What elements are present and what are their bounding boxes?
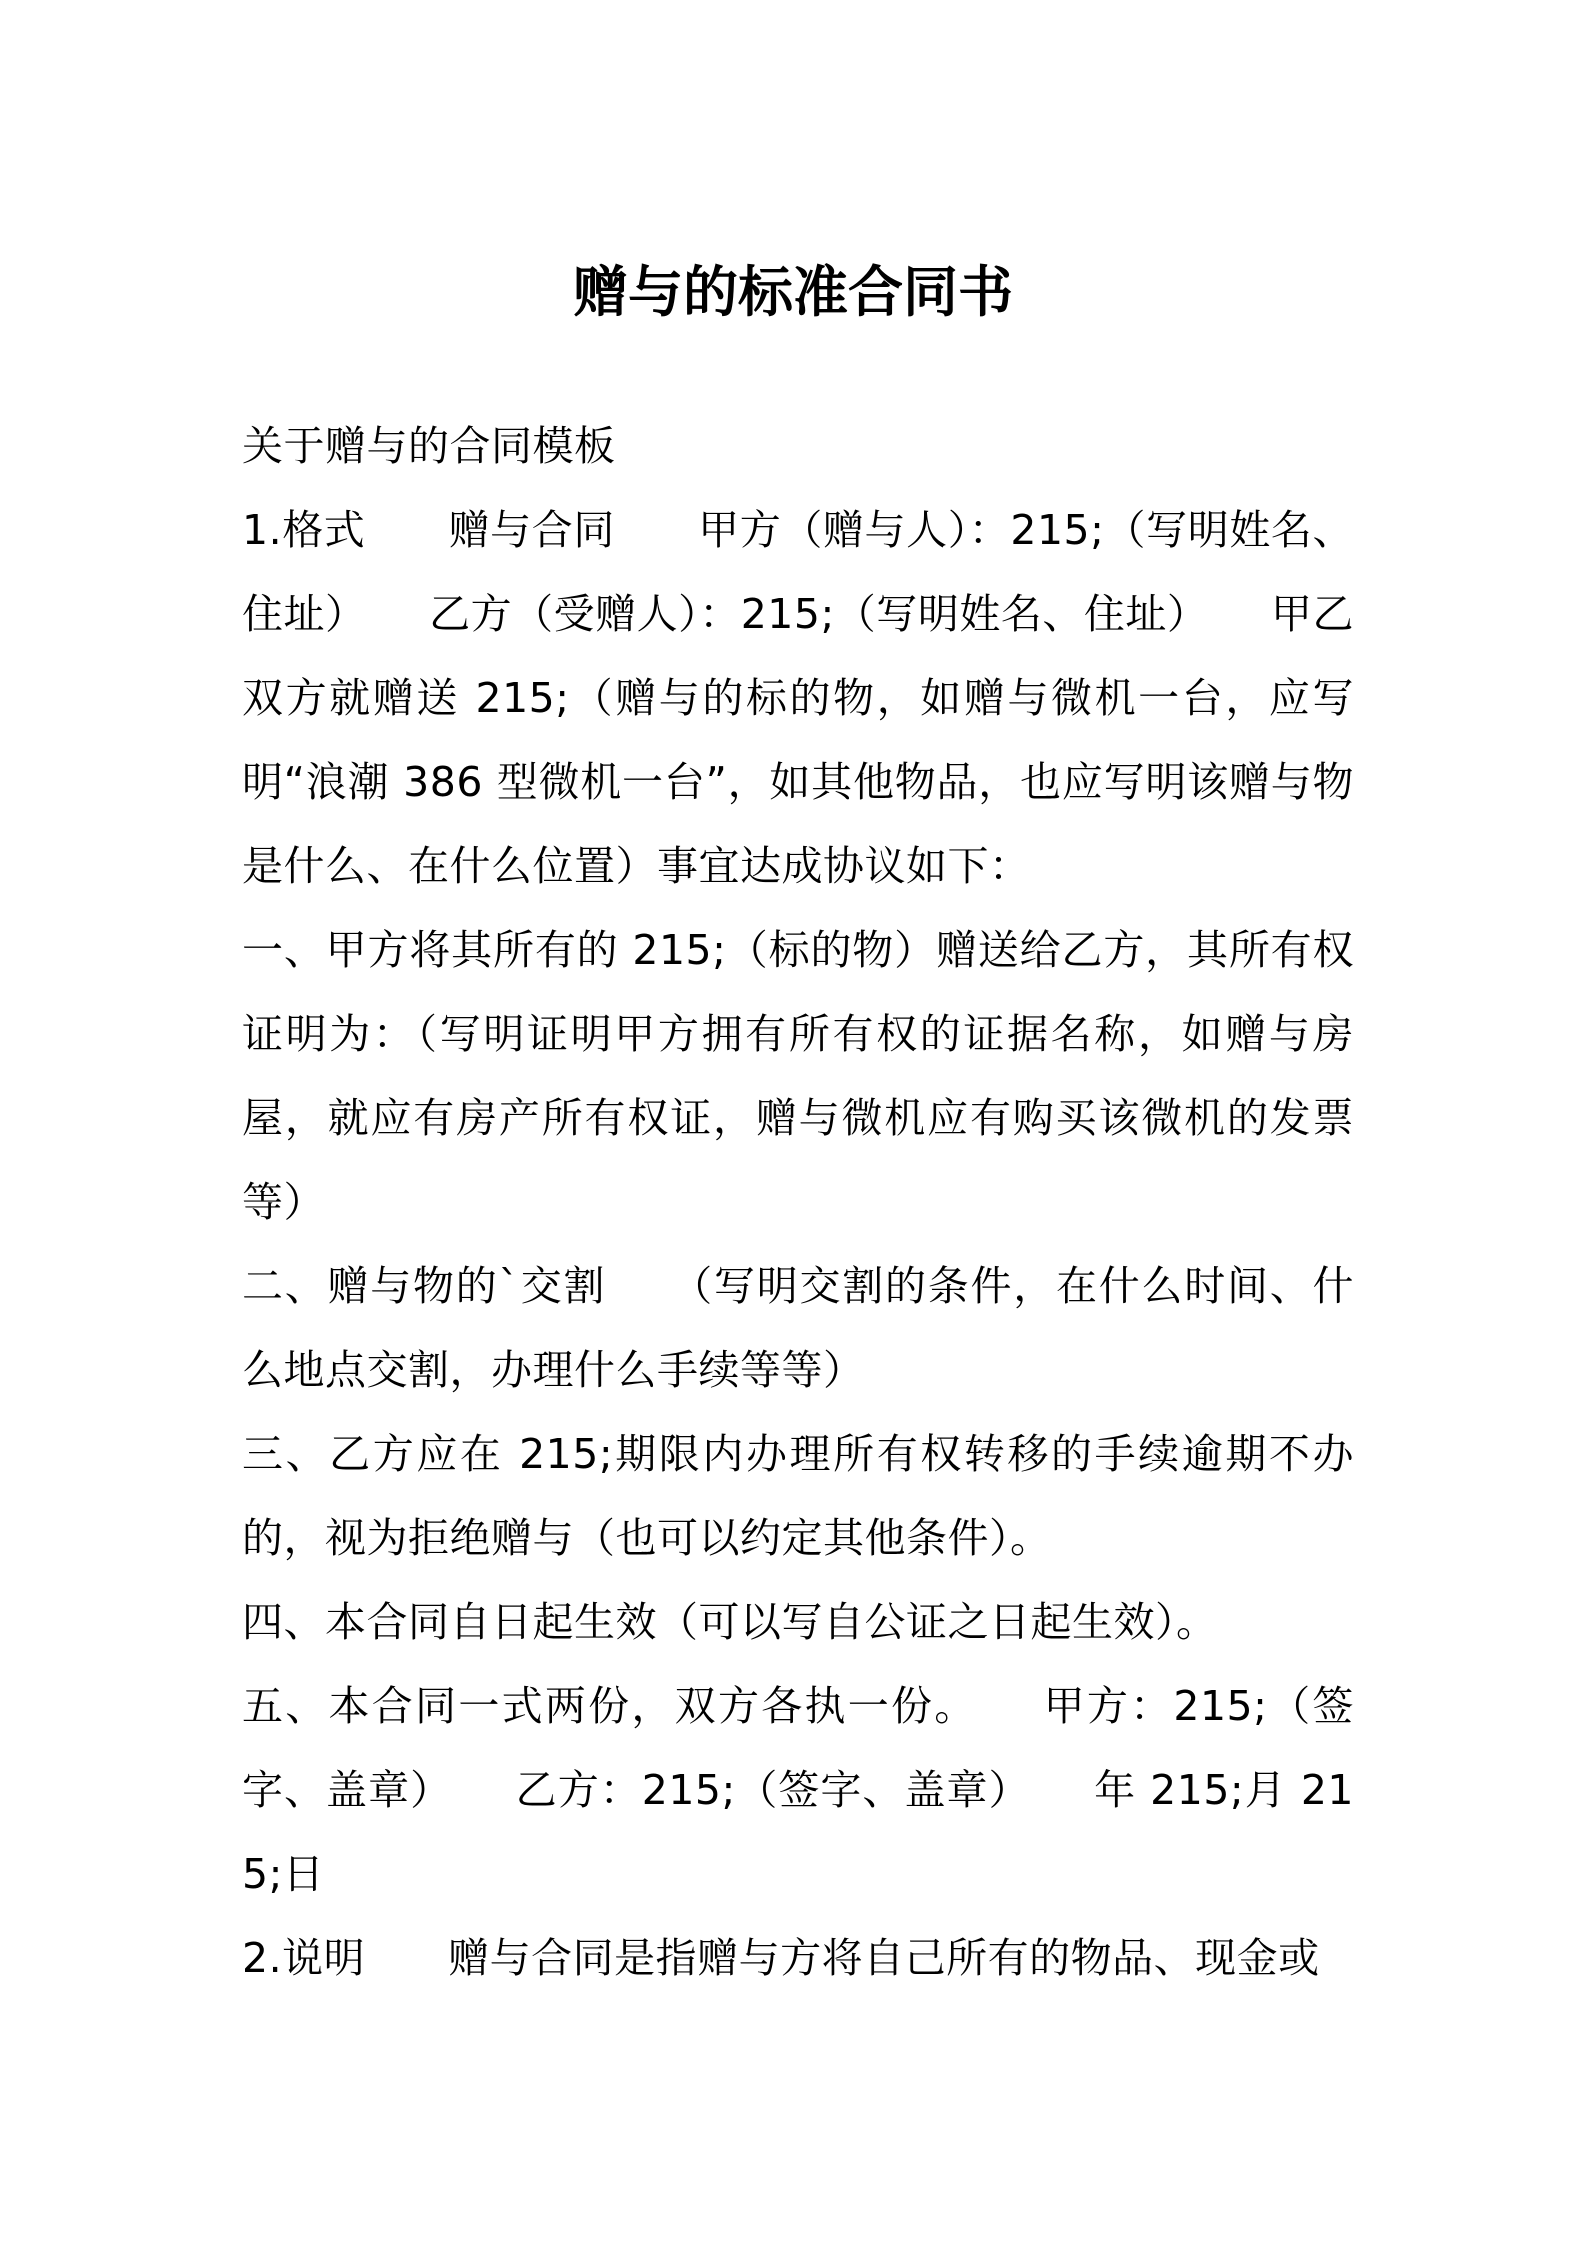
- document-body: [242, 404, 1354, 2000]
- paragraph-clause-5: 五、本合同一式两份，双方各执一份。 甲方：215;（签字、盖章） 乙方：215;（签字、盖章） 年 215;月 215;日: [242, 1682, 1354, 1898]
- paragraph-explanation: 2.说明 赠与合同是指赠与方将自己所有的物品、现金或: [242, 1934, 1320, 1982]
- paragraph-clause-3: 三、乙方应在 215;期限内办理所有权转移的手续逾期不办的，视为拒绝赠与（也可以约定其他条件）。: [242, 1430, 1354, 1562]
- paragraph-clause-1: 一、甲方将其所有的 215;（标的物）赠送给乙方，其所有权证明为：（写明证明甲方拥有所有权的证据名称，如赠与房屋，就应有房产所有权证，赠与微机应有购买该微机的发票等）: [242, 926, 1354, 1226]
- paragraph-clause-2: 二、赠与物的`交割 （写明交割的条件，在什么时间、什么地点交割，办理什么手续等等）: [242, 1262, 1354, 1394]
- paragraph-format: 1.格式 赠与合同 甲方（赠与人）：215;（写明姓名、住址） 乙方（受赠人）：215;（写明姓名、住址） 甲乙双方就赠送 215;（赠与的标的物，如赠与微机一台，应写明“浪潮 386 型微机一台”，如其他物品，也应写明该赠与物是什么、在什么位置）事宜达成协议如下：: [242, 506, 1354, 890]
- paragraph-template-heading: 关于赠与的合同模板: [242, 422, 616, 470]
- paragraph-clause-4: 四、本合同自日起生效（可以写自公证之日起生效）。: [242, 1598, 1218, 1646]
- document-title: 赠与的标准合同书: [572, 260, 1013, 324]
